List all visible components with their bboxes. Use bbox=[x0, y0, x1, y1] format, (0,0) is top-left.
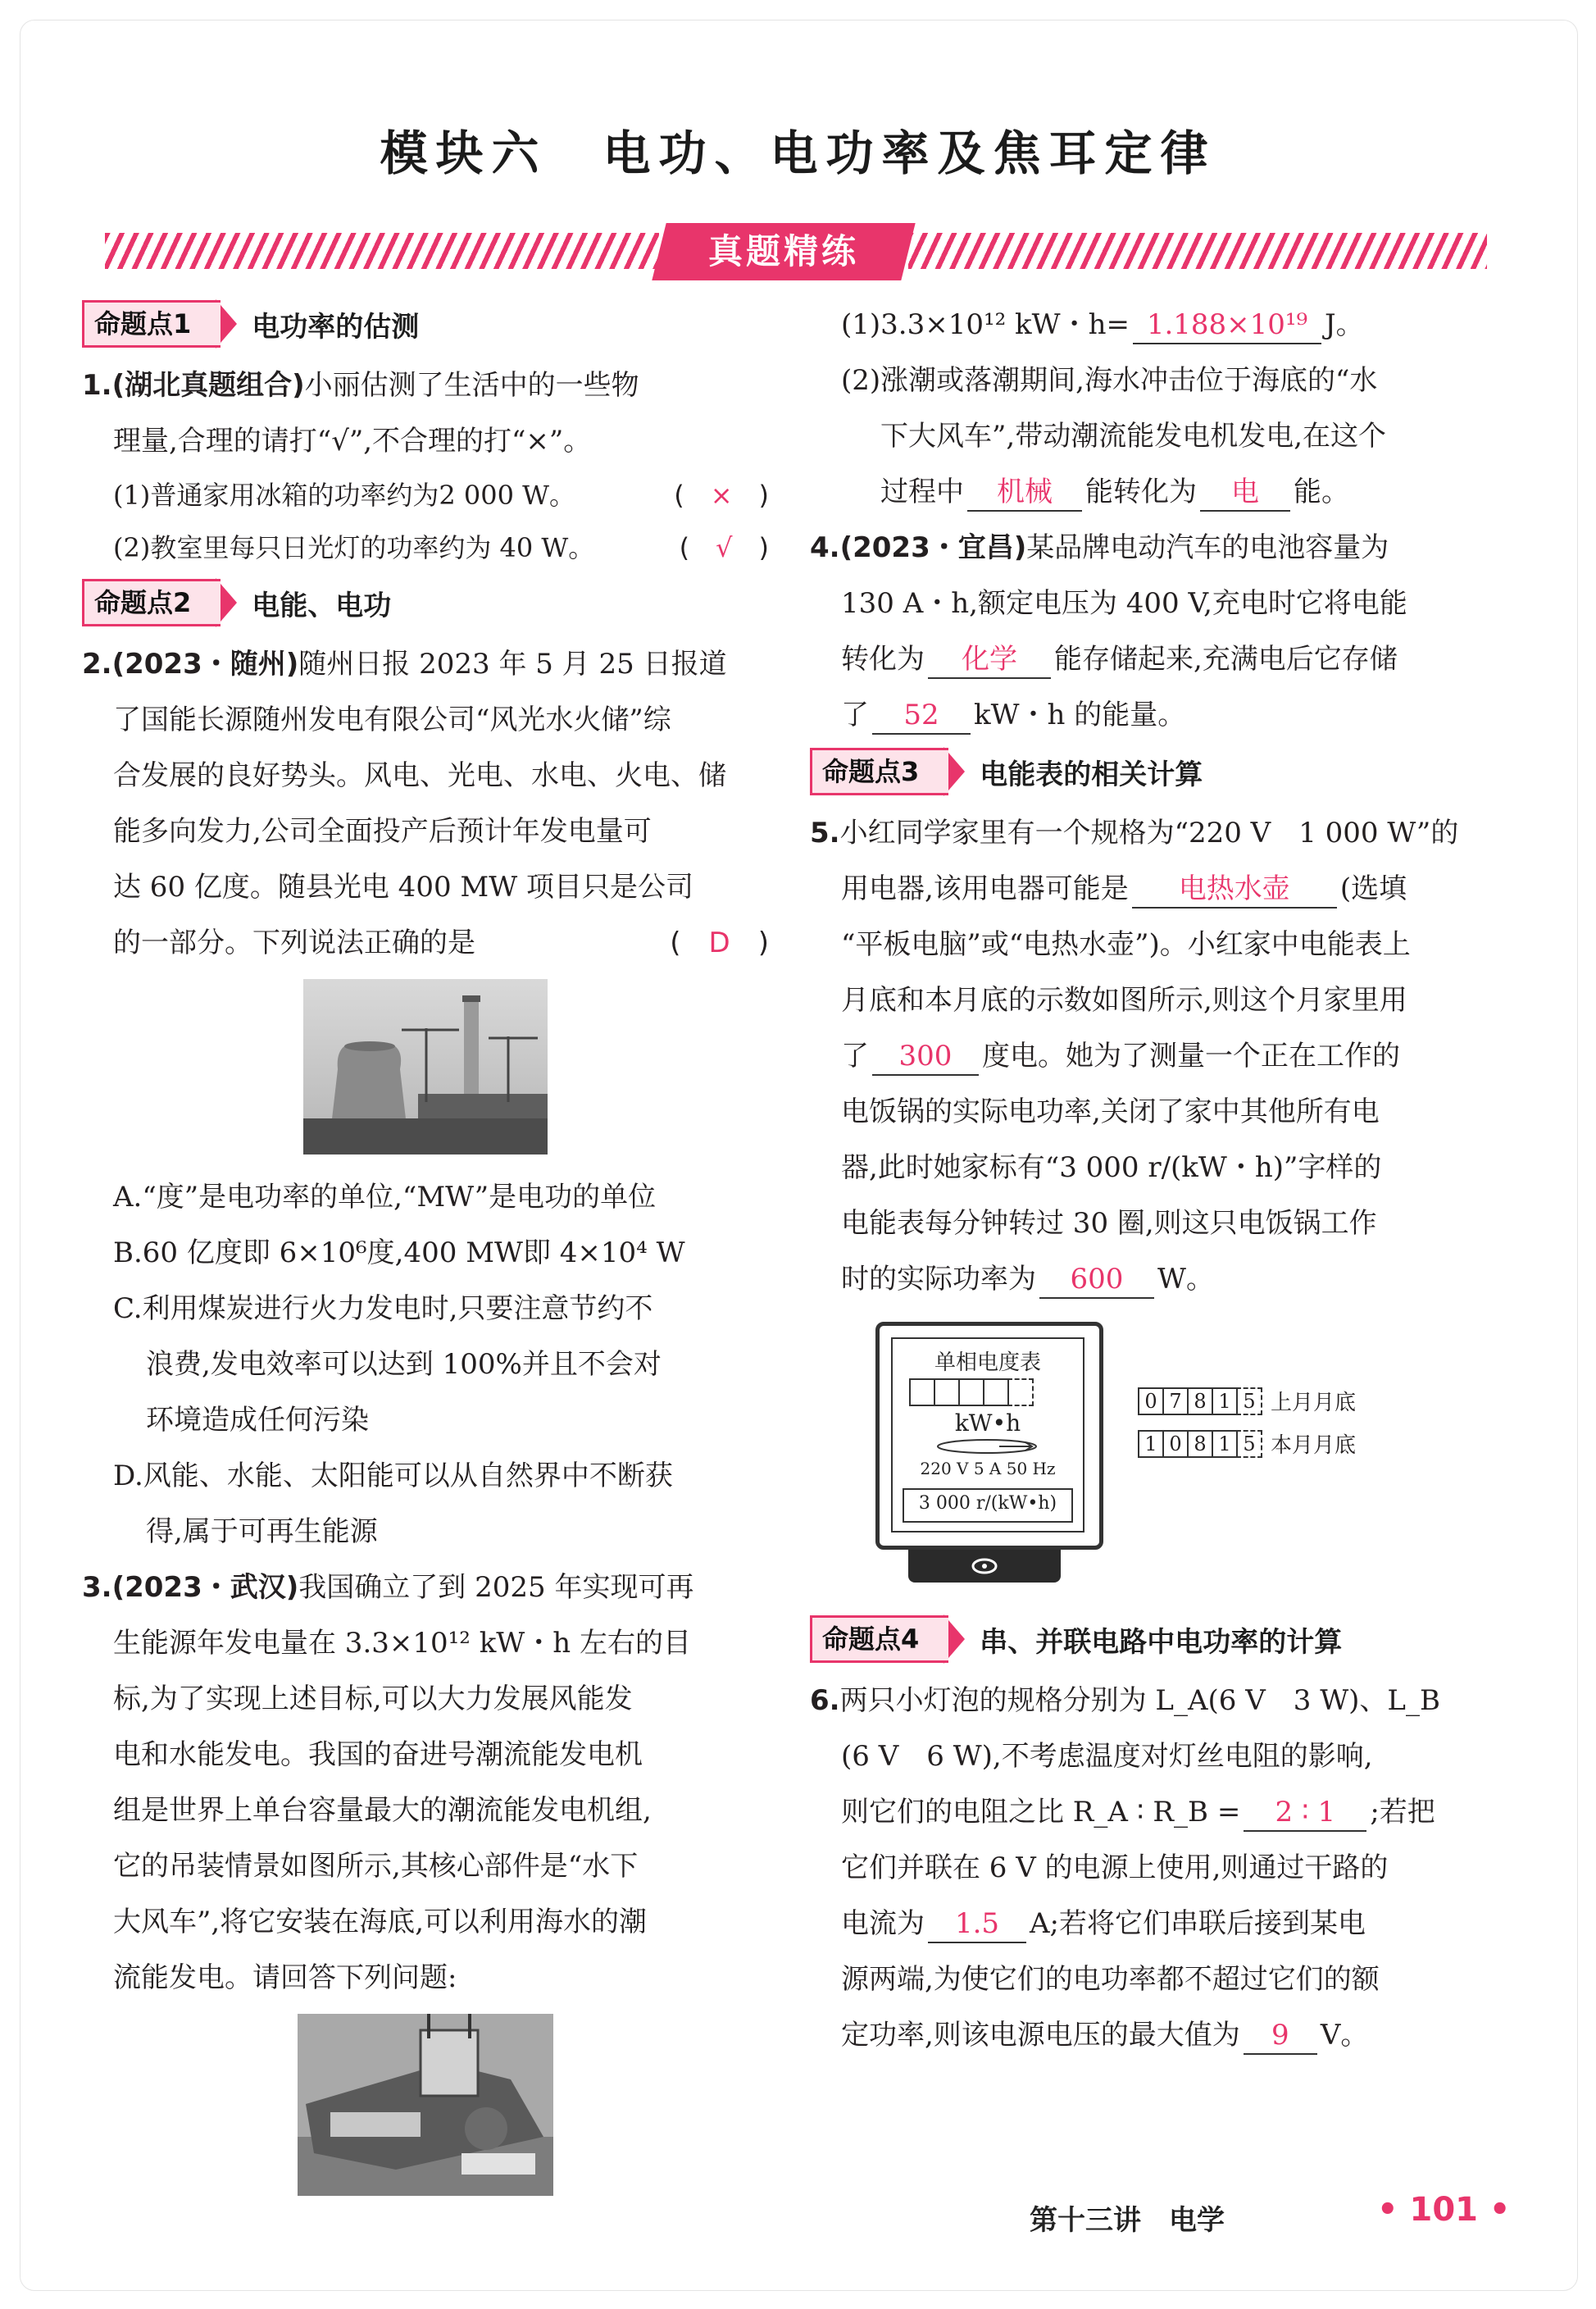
banner-label: 真题精练 bbox=[707, 231, 859, 271]
section-1-header bbox=[82, 298, 769, 349]
section-badge: 命题点1 bbox=[82, 300, 221, 348]
answer-blank: 52 bbox=[872, 697, 971, 735]
meter-rate: 3 000 r/(kW•h) bbox=[918, 1493, 1057, 1514]
answer-blank: 化学 bbox=[928, 641, 1051, 679]
option-b: B.60 亿度即 6×10⁶度,400 MW即 4×10⁴ W bbox=[113, 1236, 685, 1269]
right-column bbox=[810, 297, 1498, 2063]
question-text: 理量,合理的请打“√”,不合理的打“×”。 bbox=[113, 425, 592, 458]
power-plant-photo bbox=[303, 979, 548, 1154]
section-badge: 命题点2 bbox=[82, 579, 221, 626]
question-number: 1. bbox=[82, 369, 112, 402]
banner-stripes-right bbox=[908, 233, 1487, 269]
answer-choice: D bbox=[708, 927, 730, 959]
meter-base bbox=[908, 1550, 1061, 1583]
question-3: 3.(2023・武汉)我国确立了到 2025 年实现可再 生能源年发电量在 3.3×10¹² kW・h 左右的目 标,为了实现上述目标,可以大力发展风能发 电和水能发电。我国的奋进号潮流能发电机 组是世界上单台容量最大的潮流能发电机组, 它的吊装情景如图所示,其核心部件是“水下 大风车”,将它安装在海底,可以利用海水的潮 流能发电。请回答下列问题: bbox=[82, 1560, 769, 2196]
question-number: 6. bbox=[810, 1684, 840, 1717]
question-4: 4.(2023・宜昌)某品牌电动汽车的电池容量为 130 A・h,额定电压为 400 V,充电时它将电能 转化为 化学 能存储起来,充满电后它存储 了 52 kW・h 的能量。 bbox=[810, 520, 1498, 743]
question-number: 5. bbox=[810, 817, 840, 849]
meter-name: 单相电度表 bbox=[934, 1350, 1041, 1375]
question-number: 2. bbox=[82, 648, 112, 681]
section-4-header bbox=[810, 1614, 1498, 1665]
question-3-subparts: (1)3.3×10¹² kW・h= 1.188×10¹⁹ J。 (2)涨潮或落潮期间,海水冲击位于海底的“水 下大风车”,带动潮流能发电机发电,在这个 过程中 机械 能转化为 电 能。 bbox=[810, 297, 1498, 520]
section-badge: 命题点4 bbox=[810, 1615, 948, 1663]
module-title: 模块六 电功、电功率及焦耳定律 bbox=[380, 125, 1216, 181]
this-month-reading: 1 0 8 1 5 本月月底 bbox=[1138, 1428, 1356, 1459]
question-source: (2023・宜昌) bbox=[839, 531, 1027, 564]
answer-blank: 1.188×10¹⁹ bbox=[1133, 307, 1321, 344]
question-6: 6.两只小灯泡的规格分别为 L_A(6 V 3 W)、L_B (6 V 6 W),不考虑温度对灯丝电阻的影响, 则它们的电阻之比 R_A ∶ R_B = 2 ∶ 1 ;若把 它们并联在 6 V 的电源上使用,则通过干路的 电流为 1.5 A;若将它们串联后接到某电 源两端,为使它们的电功率都不超过它们的额 定功率,则该电源电压的最大值为 9 V。 bbox=[810, 1673, 1498, 2063]
meter-unit: kW•h bbox=[954, 1410, 1021, 1437]
answer-blank: 1.5 bbox=[928, 1906, 1026, 1943]
energy-meter-figure bbox=[810, 1322, 1498, 1592]
meter-spec: 220 V 5 A 50 Hz bbox=[920, 1459, 1056, 1478]
energy-meter bbox=[875, 1322, 1103, 1550]
answer-blank: 2 ∶ 1 bbox=[1244, 1794, 1366, 1832]
question-text: 小丽估测了生活中的一些物 bbox=[304, 369, 639, 402]
answer-blank: 机械 bbox=[967, 474, 1082, 512]
question-source: (2023・武汉) bbox=[111, 1571, 299, 1604]
answer-blank: 电热水壶 bbox=[1132, 871, 1337, 909]
question-source: (湖北真题组合) bbox=[111, 369, 305, 402]
section-3-header bbox=[810, 746, 1498, 797]
turbine-lifting-photo bbox=[298, 2014, 553, 2196]
answer-mark: √ bbox=[716, 532, 733, 563]
sub-item: (2)教室里每只日光灯的功率约为 40 W。 ( √ ) bbox=[113, 532, 769, 563]
section-title: 串、并联电路中电功率的计算 bbox=[980, 1625, 1343, 1659]
section-title: 电能、电功 bbox=[252, 589, 392, 622]
section-title: 电能表的相关计算 bbox=[980, 758, 1203, 791]
option-c: C.利用煤炭进行火力发电时,只要注意节约不 bbox=[113, 1292, 653, 1325]
question-2: 2.(2023・随州)随州日报 2023 年 5 月 25 日报道 了国能长源随州发电有限公司“风光水火储”综 合发展的良好势头。风电、光电、水电、火电、储 能多向发力,公司全面投产后预计年发电量可 达 60 亿度。随县光电 400 MW 项目只是公司 的一部分。下列说法正确的是 ( D ) A.“度”是电功率的单位,“MW”是电功的单位 B.60 亿度即 6×10⁶度,400 MW即 4×10⁴ W C.利用煤炭进行火力发电时,只要注意节约不 浪费,发电效率可以达到 100%并且不会对 环境造成任何污染 D.风能、水能、太阳能可以从自然界中不断获 得,属于可再生能源 bbox=[82, 648, 769, 1548]
page-number: • 101 • bbox=[1377, 2191, 1511, 2229]
question-source: (2023・随州) bbox=[111, 648, 299, 681]
answer-blank: 600 bbox=[1039, 1261, 1154, 1299]
answer-blank: 9 bbox=[1244, 2017, 1317, 2055]
answer-blank: 300 bbox=[872, 1038, 979, 1076]
option-a: A.“度”是电功率的单位,“MW”是电功的单位 bbox=[113, 1181, 657, 1214]
question-number: 4. bbox=[810, 531, 840, 564]
last-month-reading: 0 7 8 1 5 上月月底 bbox=[1138, 1386, 1356, 1416]
section-title: 电功率的估测 bbox=[252, 310, 420, 344]
section-badge: 命题点3 bbox=[810, 748, 948, 795]
question-1 bbox=[82, 358, 769, 574]
meter-display bbox=[909, 1378, 1032, 1406]
question-number: 3. bbox=[82, 1571, 112, 1604]
section-2-header bbox=[82, 577, 769, 628]
sub-item: (1)普通家用冰箱的功率约为2 000 W。 ( × ) bbox=[113, 480, 769, 511]
lecture-footer: 第十三讲 电学 bbox=[1030, 2204, 1225, 2237]
answer-mark: × bbox=[710, 480, 733, 511]
reading-label: 上月月底 bbox=[1271, 1391, 1357, 1415]
reading-label: 本月月底 bbox=[1271, 1433, 1357, 1458]
question-5: 5.小红同学家里有一个规格为“220 V 1 000 W”的 用电器,该用电器可能是 电热水壶 (选填 “平板电脑”或“电热水壶”)。小红家中电能表上 月底和本月底的示数如图所示,则这个月家里用 了 300 度电。她为了测量一个正在工作的 电饭锅的实际电功率,关闭了家中其他所有电 器,此时她家标有“3 000 r/(kW・h)”字样的 电能表每分钟转过 30 圈,则这只电饭锅工作 时的实际功率为 600 W。 单相电度表 kW•h 220 V 5 A 50 Hz 3 000 r/(kW•h) 0 7 8 1 5 上月月底 1 0 8 1 5 本月月底 bbox=[810, 805, 1498, 1592]
answer-blank: 电 bbox=[1200, 474, 1290, 512]
disc-icon bbox=[934, 1437, 1040, 1455]
option-d: D.风能、水能、太阳能可以从自然界中不断获 bbox=[113, 1460, 673, 1492]
banner-stripes-left bbox=[105, 233, 659, 269]
left-column bbox=[82, 295, 769, 2211]
